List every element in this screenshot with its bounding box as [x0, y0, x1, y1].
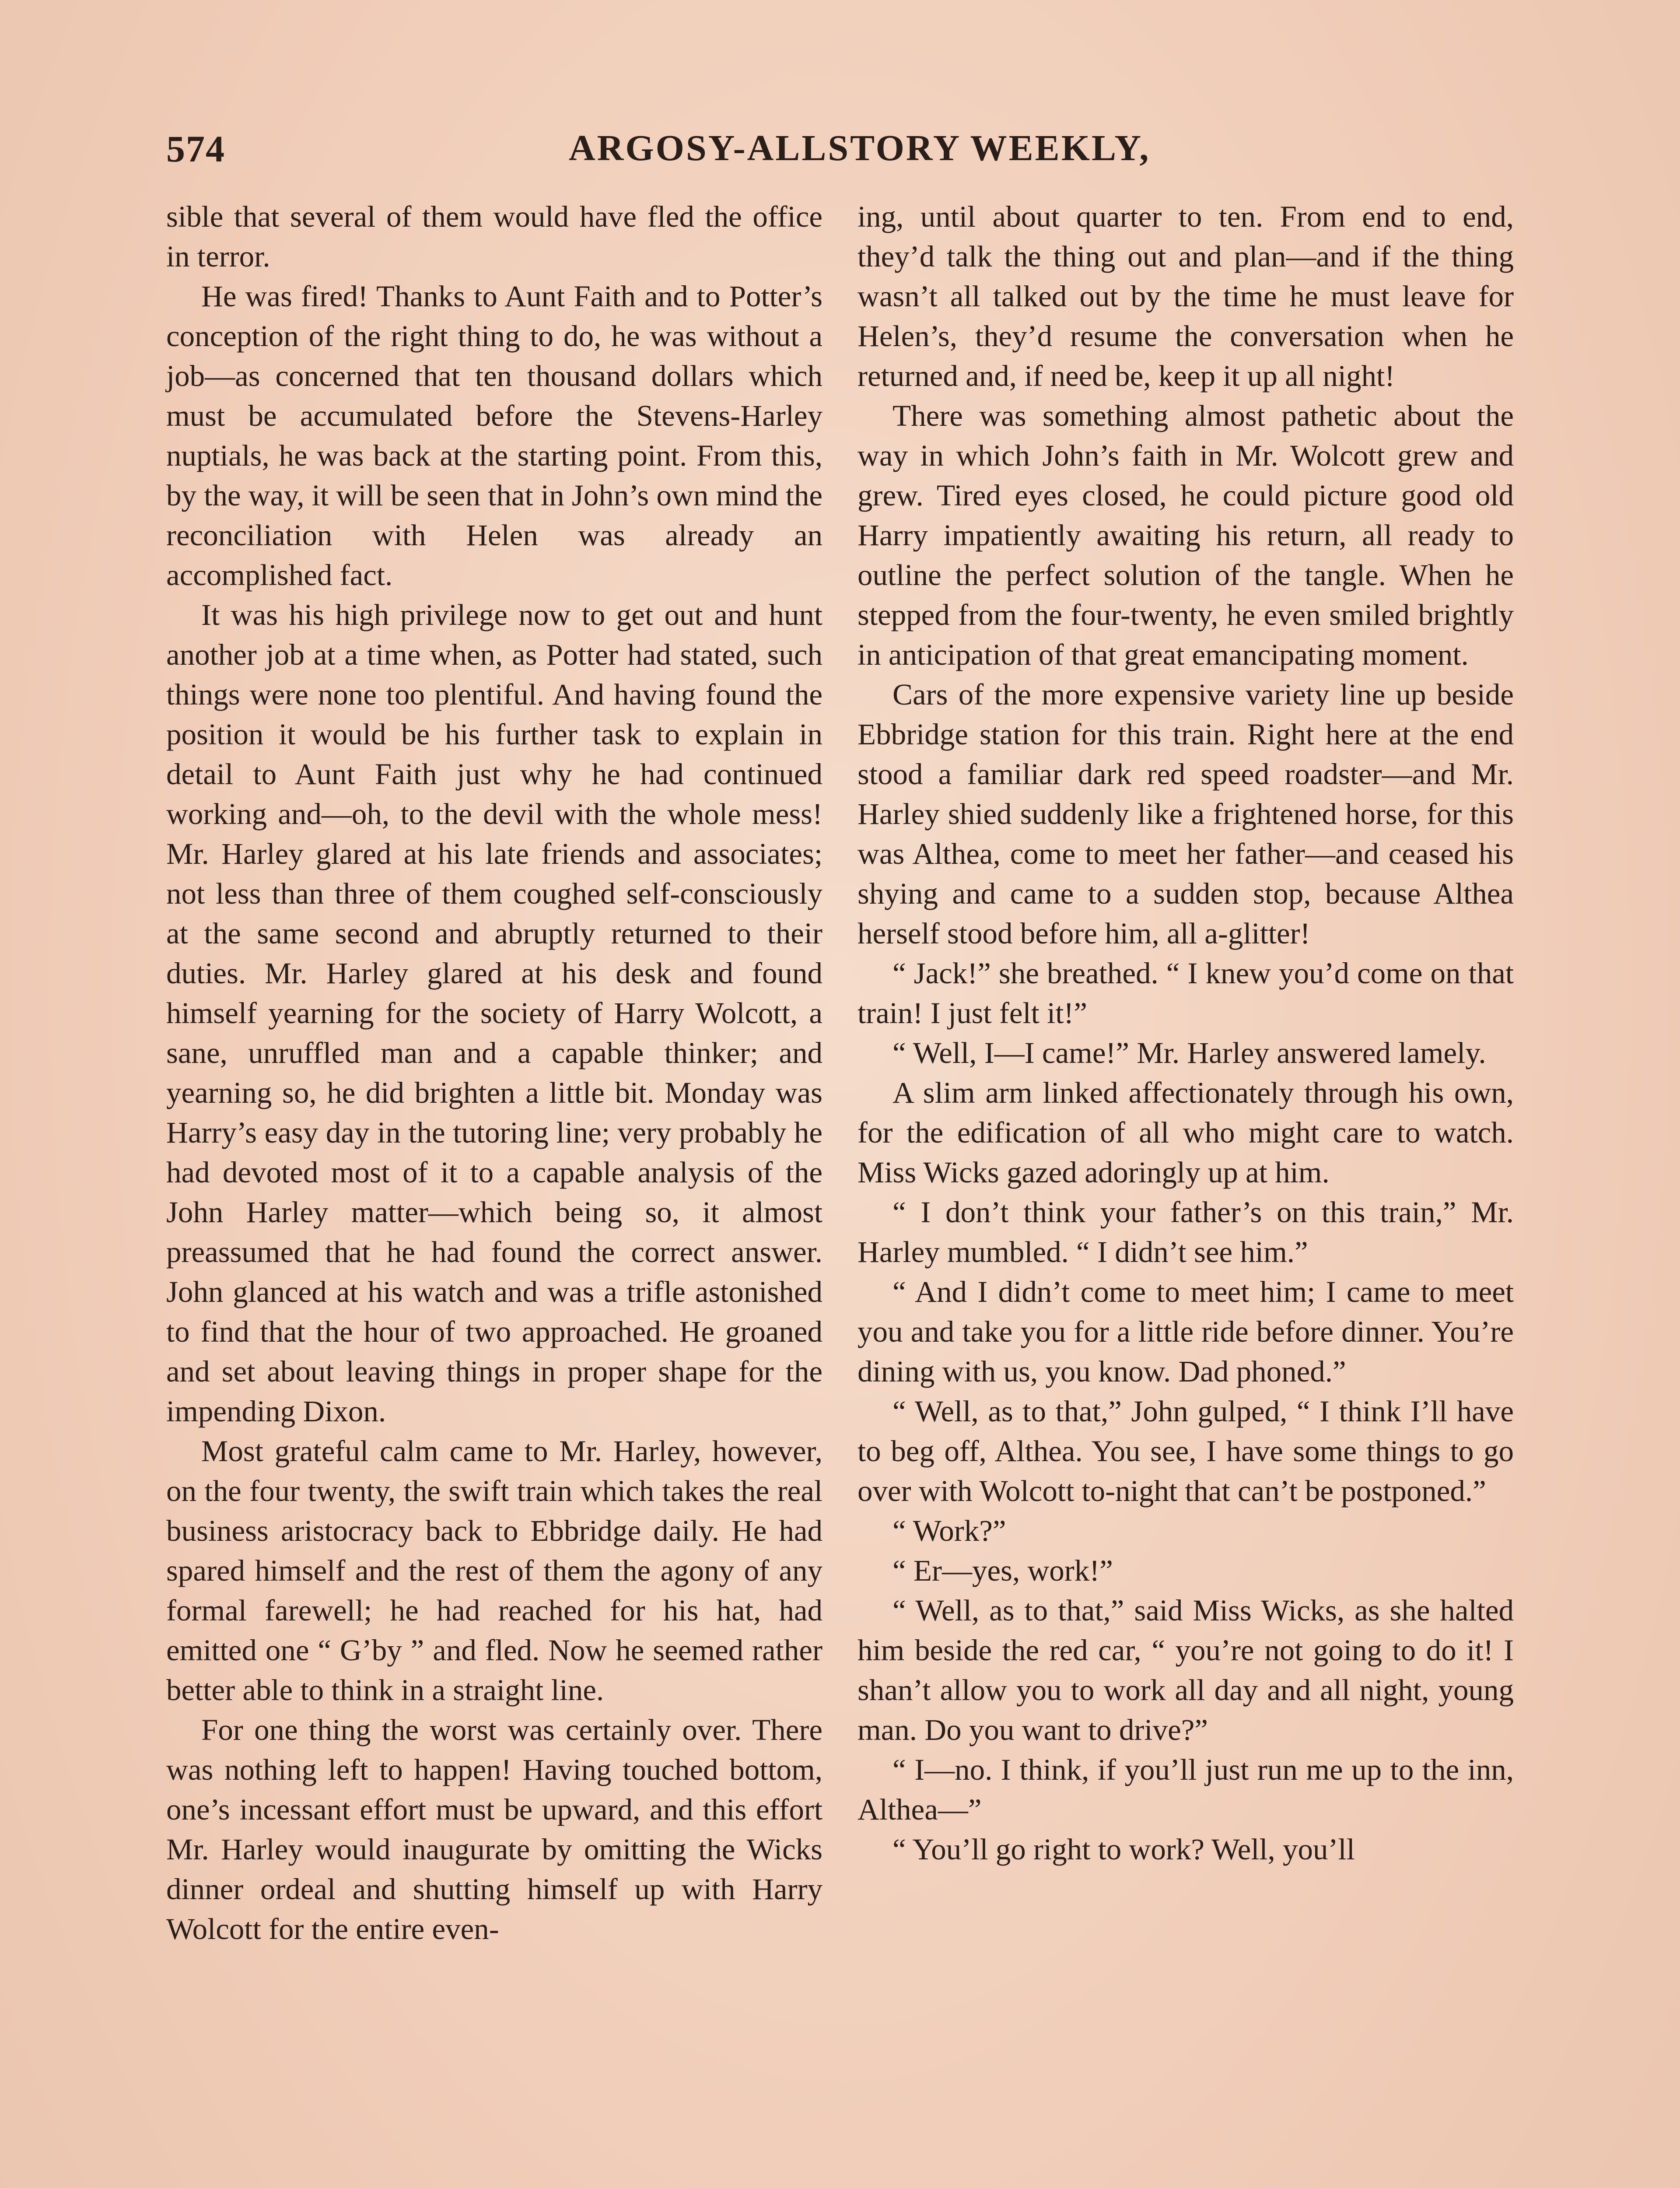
paragraph: “ I don’t think your father’s on this train,” Mr. Harley mumbled. “ I didn’t see him.”	[858, 1196, 1514, 1269]
running-head: ARGOSY-ALLSTORY WEEKLY,	[569, 128, 1151, 168]
paragraph: Most grateful calm came to Mr. Harley, however, on the four twenty, the swift train which takes the real business aristocracy back to Ebbridge daily. He had spared himself and the rest of them the agony of any formal farewell; he had reached for his hat, had emitted one “ G’by ” and fled. Now he seemed rather better able to think in a straight line.	[166, 1434, 822, 1707]
paragraph: “ Well, I—I came!” Mr. Harley answered lamely.	[892, 1036, 1486, 1069]
paragraph: “ And I didn’t come to meet him; I came to meet you and take you for a little ride before dinner. You’re dining with us, you know. Dad phoned.”	[858, 1275, 1514, 1388]
paragraph: sible that several of them would have fled the office in terror.	[166, 200, 822, 273]
paragraph: A slim arm linked affectionately through his own, for the edification of all who might care to watch. Miss Wicks gazed adoringly up at him.	[858, 1076, 1514, 1189]
paragraph: “ You’ll go right to work? Well, you’ll	[892, 1833, 1355, 1866]
page-number: 574	[166, 128, 225, 170]
paragraph: “ I—no. I think, if you’ll just run me up to the inn, Althea—”	[858, 1753, 1514, 1826]
paragraph: “ Er—yes, work!”	[892, 1554, 1113, 1587]
paragraph: For one thing the worst was certainly over. There was nothing left to happen! Having touched bottom, one’s incessant effort must be upward, and this effort Mr. Harley would inaugurate by omitting the Wicks dinner ordeal and shutting himself up with Harry Wolcott for the entire even-	[166, 1713, 822, 1946]
page-header	[166, 127, 1522, 171]
paragraph: “ Work?”	[892, 1514, 1006, 1547]
paragraph: There was something almost pathetic about the way in which John’s faith in Mr. Wolcott grew and grew. Tired eyes closed, he could picture good old Harry impatiently awaiting his return, all ready to outline the perfect solution of the tangle. When he stepped from the four-twenty, he even smiled brightly in anticipation of that great emancipating moment.	[858, 399, 1514, 671]
paragraph: He was fired! Thanks to Aunt Faith and to Potter’s conception of the right thing to do, he was without a job—as concerned that ten thousand dollars which must be accumulated before the Stevens-Harley nuptials, he was back at the starting point. From this, by the way, it will be seen that in John’s own mind the reconciliation with Helen was already an accomplished fact.	[166, 280, 822, 592]
paragraph: “ Jack!” she breathed. “ I knew you’d come on that train! I just felt it!”	[858, 957, 1514, 1030]
paragraph: “ Well, as to that,” said Miss Wicks, as she halted him beside the red car, “ you’re not going to do it! I shan’t allow you to work all day and all night, young man. Do you want to drive?”	[858, 1594, 1514, 1746]
right-column	[858, 197, 1514, 1869]
paragraph: “ Well, as to that,” John gulped, “ I think I’ll have to beg off, Althea. You see, I have some things to go over with Wolcott to-night that can’t be postponed.”	[858, 1395, 1514, 1508]
paragraph: Cars of the more expensive variety line up beside Ebbridge station for this train. Right here at the end stood a familiar dark red speed roadster—and Mr. Harley shied suddenly like a frightened horse, for this was Althea, come to meet her father—and ceased his shying and came to a sudden stop, because Althea herself stood before him, all a-glitter!	[858, 678, 1514, 950]
left-column	[166, 197, 822, 1949]
paragraph: It was his high privilege now to get out and hunt another job at a time when, as Potter had stated, such things were none too plentiful. And having found the position it would be his further task to explain in detail to Aunt Faith just why he had continued working and—oh, to the devil with the whole mess! Mr. Harley glared at his late friends and associates; not less than three of them coughed self-consciously at the same second and abruptly returned to their duties. Mr. Harley glared at his desk and found himself yearning for the society of Harry Wolcott, a sane, unruffled man and a capable thinker; and yearning so, he did brighten a little bit. Monday was Harry’s easy day in the tutoring line; very probably he had devoted most of it to a capable analysis of the John Harley matter—which being so, it almost preassumed that he had found the correct answer. John glanced at his watch and was a trifle astonished to find that the hour of two approached. He groaned and set about leaving things in proper shape for the impending Dixon.	[166, 598, 822, 1428]
paragraph: ing, until about quarter to ten. From end to end, they’d talk the thing out and plan—and if the thing wasn’t all talked out by the time he must leave for Helen’s, they’d resume the conversation when he returned and, if need be, keep it up all night!	[858, 200, 1514, 393]
